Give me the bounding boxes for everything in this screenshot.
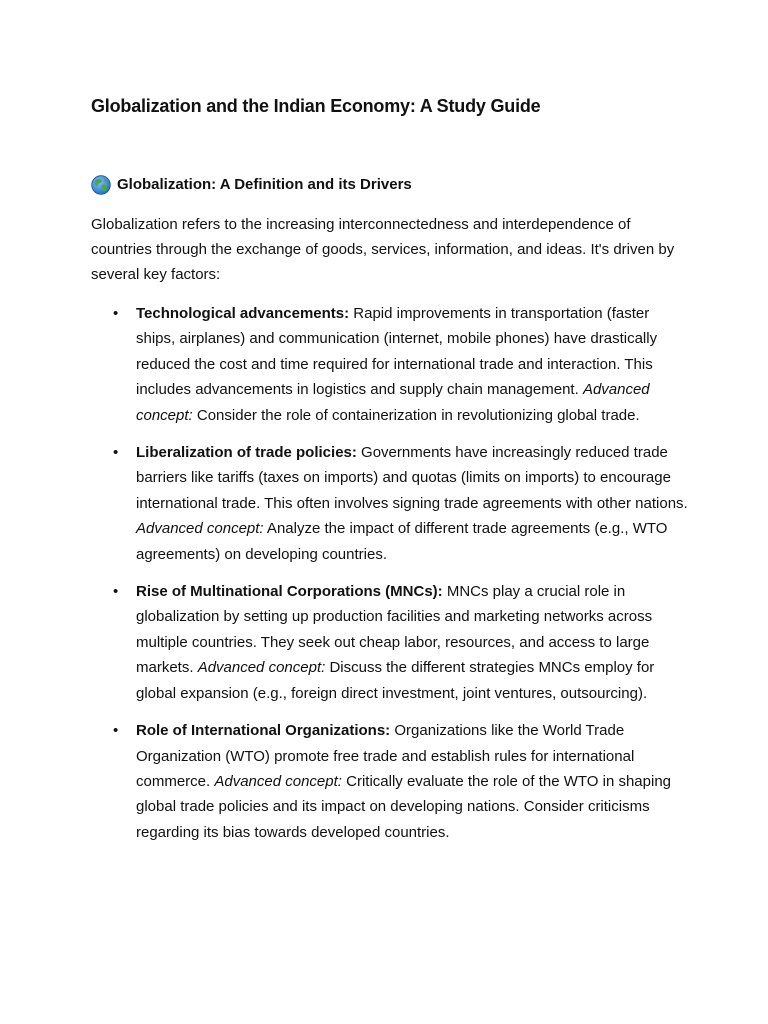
driver-item-mncs (91, 579, 691, 706)
drivers-list (91, 301, 688, 845)
section-heading-label: Globalization: A Definition and its Drivers (117, 176, 412, 193)
document-title: Globalization and the Indian Economy: A Study Guide (91, 96, 541, 116)
globe-icon (91, 175, 111, 195)
driver-text: MNCs play a crucial role in globalization by setting up production facilities and marketing networks across multiple countries. They seek out cheap labor, resources, and access to large markets. (136, 583, 653, 677)
bullet-icon: • (113, 444, 119, 462)
section-intro: Globalization refers to the increasing interconnectedness and interdependence of countries through the exchange of goods, services, information, and ideas. It's driven by several key factors: (91, 216, 675, 283)
driver-text: Governments have increasingly reduced trade barriers like tariffs (taxes on imports) and quotas (limits on imports) to encourage international trade. This often involves signing trade agreements with other nations. (136, 444, 688, 512)
driver-text: Rapid improvements in transportation (faster ships, airplanes) and communication (internet, mobile phones) have drastically reduced the cost and time required for international trade and interaction. This includes advancements in logistics and supply chain management. (136, 305, 658, 399)
advanced-concept-label: Advanced concept: (136, 520, 264, 538)
driver-term: Technological advancements: (136, 305, 350, 322)
advanced-concept-text: Discuss the different strategies MNCs employ for global expansion (e.g., foreign direct investment, joint ventures, outsourcing). (136, 659, 655, 702)
driver-item-liberalization (91, 440, 691, 567)
driver-term: Rise of Multinational Corporations (MNCs): (136, 583, 443, 601)
driver-item-technology (91, 301, 691, 428)
advanced-concept-text: Analyze the impact of different trade agreements (e.g., WTO agreements) on developing countries. (136, 520, 668, 563)
driver-text: Organizations like the World Trade Organization (WTO) promote free trade and establish rules for international commerce. (136, 722, 635, 790)
bullet-icon: • (113, 722, 119, 740)
bullet-icon: • (113, 583, 119, 601)
section-heading (91, 174, 688, 196)
advanced-concept-label: Advanced concept: (197, 659, 326, 677)
advanced-concept-text: Critically evaluate the role of the WTO in shaping global trade policies and its impact on developing nations. Consider criticisms regarding its bias towards developed countries. (136, 772, 672, 841)
driver-item-international-organizations (91, 718, 691, 845)
bullet-icon: • (113, 305, 119, 322)
driver-term: Role of International Organizations: (136, 722, 391, 740)
advanced-concept-text: Consider the role of containerization in revolutionizing global trade. (192, 406, 640, 424)
advanced-concept-label: Advanced concept: (136, 381, 650, 424)
driver-term: Liberalization of trade policies: (136, 444, 357, 462)
advanced-concept-label: Advanced concept: (214, 772, 342, 790)
